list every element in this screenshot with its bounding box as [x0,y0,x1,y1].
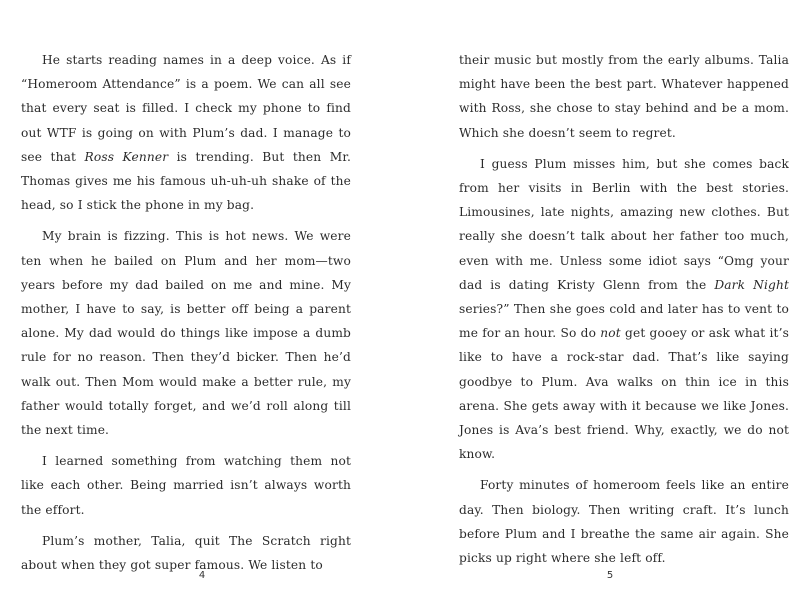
paragraph: Plum’s mother, Talia, quit The Scratch right about when they got super famous. We listen to [21,533,351,573]
paragraph: Forty minutes of homeroom feels like an entire day. Then biology. Then writing craft. It’s lunch before Plum and I breathe the same air again. She picks up right where she left off. [459,478,789,566]
paragraph-continued: their music but mostly from the early albums. Talia might have been the best part. Whatever happened with Ross, she chose to stay behind and be a mom. Which she doesn’t seem to regret. [459,53,789,140]
italic-text: Dark Night [714,277,790,292]
paragraph: He starts reading names in a deep voice. As if “Homeroom Attendance” is a poem. We can all see that every seat is filled. I check my phone to find out WTF is going on with Plum’s dad. I manage to see that Ross Kenner is trending. But then Mr. Thomas gives me his famous uh-uh-uh shake of the head, so I stick the phone in my bag. [21,53,351,213]
paragraph: I guess Plum misses him, but she comes back from her visits in Berlin with the best stories. Limousines, late nights, amazing new clothes. But really she doesn’t talk about her father too much, even with me. Unless some idiot says “Omg your dad is dating Kristy Glenn from the Dark Night series?” Then she goes cold and later has to vent to me for an hour. So do not get gooey or ask what it’s like to have a rock-star dad. That’s like saying goodbye to Plum. Ava walks on thin ice in this arena. She gets away with it because we like Jones. Jones is Ava’s best friend. Why, exactly, we do not know. [459,156,790,462]
left-page-number: 4 [198,570,206,581]
paragraph: My brain is fizzing. This is hot news. We were ten when he bailed on Plum and her mom—two years before my dad bailed on me and mine. My mother, I have to say, is better off being a parent alone. My dad would do things like impose a dumb rule for no reason. Then they’d bicker. Then he’d walk out. Then Mom would make a better rule, my father would totally forget, and we’d roll along till the next time. [21,229,351,438]
right-page-body [459,48,789,570]
italic-text: Ross Kenner [84,149,169,164]
paragraph: I learned something from watching them not like each other. Being married isn’t always worth the effort. [21,454,351,517]
left-page-body [21,48,351,577]
right-page-number: 5 [606,570,614,581]
italic-text: not [600,326,621,341]
